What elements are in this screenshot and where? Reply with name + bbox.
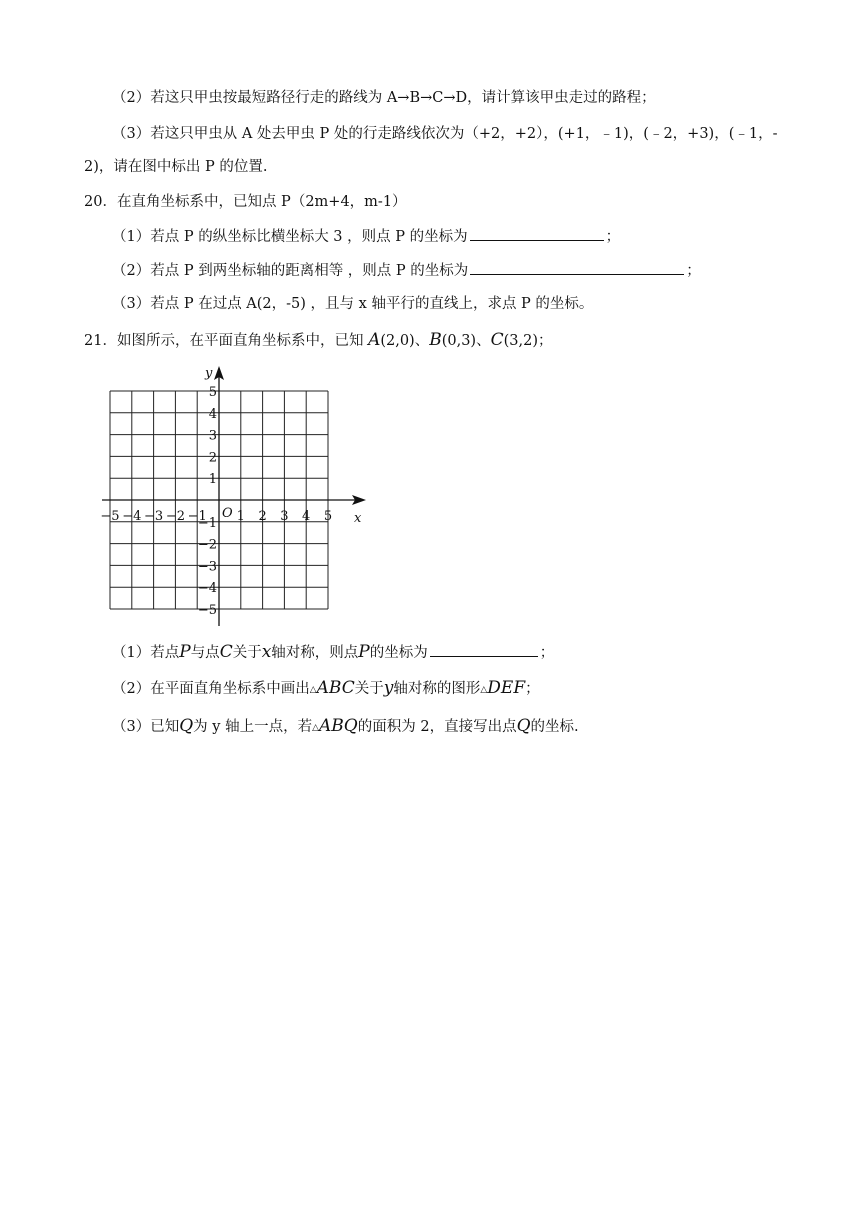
q21-part3 xyxy=(112,716,579,738)
q21-part1 xyxy=(112,642,554,663)
q21-part2 xyxy=(112,678,540,700)
var-abc: ABC xyxy=(316,678,355,698)
x-tick-label: −4 xyxy=(122,509,142,524)
y-tick-label: −4 xyxy=(197,581,217,597)
q20-part1-answer-blank[interactable] xyxy=(470,226,604,241)
q21-part1-answer-blank[interactable] xyxy=(430,642,538,657)
x-tick-label: 1 xyxy=(236,509,245,524)
q20-part2-answer-blank[interactable] xyxy=(470,260,684,275)
q21-stem-text: 21．如图所示，在平面直角坐标系中，已知 xyxy=(84,333,364,349)
x-tick-label: 4 xyxy=(302,509,311,524)
y-tick-label: −5 xyxy=(197,603,217,618)
origin-label: O xyxy=(222,506,233,521)
q21-p3-text-a: （3）已知 xyxy=(112,719,180,735)
q20-part1-text: （1）若点 P 的纵坐标比横坐标大 3 ，则点 P 的坐标为 xyxy=(112,229,468,245)
q21-p1-text-c: 关于 xyxy=(232,645,262,661)
q20-part2 xyxy=(112,260,701,281)
q21-p2-text-c: 轴对称的图形 xyxy=(393,681,481,697)
y-tick-label: 3 xyxy=(208,428,217,444)
y-tick-label: −2 xyxy=(197,537,217,553)
q20-part3: （3）若点 P 在过点 A(2，-5) ，且与 x 轴平行的直线上，求点 P 的坐标。 xyxy=(112,296,594,312)
q21-p2-end: ； xyxy=(525,681,540,697)
y-axis-label: y xyxy=(205,366,213,381)
q20-stem: 20．在直角坐标系中，已知点 P（2m+4，m-1） xyxy=(84,194,407,210)
q19-part2: （2）若这只甲虫按最短路径行走的路线为 A→B→C→D，请计算该甲虫走过的路程； xyxy=(112,90,656,106)
var-c: C xyxy=(219,642,233,662)
var-p: P xyxy=(358,642,370,662)
y-tick-label: −3 xyxy=(197,559,217,575)
x-tick-label: 5 xyxy=(323,509,333,524)
q21-p2-text-a: （2）在平面直角坐标系中画出 xyxy=(112,681,310,697)
x-axis-label: x xyxy=(354,511,362,526)
var-abq: ABQ xyxy=(319,716,358,736)
var-def: DEF xyxy=(487,678,526,698)
x-tick-label: 2 xyxy=(258,509,267,524)
q21-stem xyxy=(84,330,552,351)
separator: 、 xyxy=(414,333,430,349)
q21-p3-text-b: 为 y 轴上一点，若 xyxy=(193,719,313,735)
q21-p1-text-b: 与点 xyxy=(190,645,220,661)
q21-p2-text-b: 关于 xyxy=(354,681,384,697)
q21-p1-end: ； xyxy=(539,645,555,661)
q21-p3-text-d: 的坐标. xyxy=(530,719,579,735)
q21-p3-text-c: 的面积为 2，直接写出点 xyxy=(357,719,517,735)
q21-p1-text-a: （1）若点 xyxy=(112,645,180,661)
y-tick-label: 1 xyxy=(208,472,217,488)
y-tick-label: 2 xyxy=(208,450,217,466)
x-tick-label: −2 xyxy=(165,509,185,524)
q19-part3-line1: （3）若这只甲虫从 A 处去甲虫 P 处的行走路线依次为（+2，+2），(+1，﹣1)，(﹣2，+3)，(﹣1，- xyxy=(112,126,778,142)
point-a-coord: (2,0) xyxy=(380,333,415,349)
q21-p1-text-d: 轴对称，则点 xyxy=(271,645,359,661)
separator: 、 xyxy=(476,333,491,349)
q20-part2-end: ； xyxy=(686,263,701,279)
var-y: y xyxy=(383,678,394,698)
q20-part2-text: （2）若点 P 到两坐标轴的距离相等 ，则点 P 的坐标为 xyxy=(112,263,469,279)
triangle-symbol: △ xyxy=(312,723,320,733)
coordinate-grid xyxy=(96,362,376,634)
q20-part1 xyxy=(112,226,620,247)
q21-p1-text-e: 的坐标为 xyxy=(369,645,428,661)
var-p: P xyxy=(179,642,191,662)
y-tick-label: −1 xyxy=(197,515,217,531)
q20-part1-end: ； xyxy=(605,229,621,245)
point-b-coord: (0,3) xyxy=(441,333,477,349)
x-tick-label: −3 xyxy=(144,509,164,524)
grid-svg xyxy=(96,362,376,634)
stem-end: ； xyxy=(537,333,553,349)
x-tick-label: −1 xyxy=(187,509,207,524)
var-q: Q xyxy=(516,716,531,736)
point-a-label: A xyxy=(368,330,381,350)
triangle-symbol: △ xyxy=(480,685,488,695)
y-tick-label: 4 xyxy=(208,406,217,422)
q19-part3-line2: 2)，请在图中标出 P 的位置. xyxy=(84,159,268,175)
point-b-label: B xyxy=(429,330,442,350)
triangle-symbol: △ xyxy=(309,685,317,695)
point-c-coord: (3,2) xyxy=(503,333,538,349)
x-tick-label: −5 xyxy=(100,509,120,524)
var-q: Q xyxy=(179,716,194,736)
point-c-label: C xyxy=(490,330,504,350)
x-tick-label: 3 xyxy=(280,509,289,524)
y-tick-label: 5 xyxy=(208,385,217,400)
var-x: x xyxy=(261,642,272,662)
